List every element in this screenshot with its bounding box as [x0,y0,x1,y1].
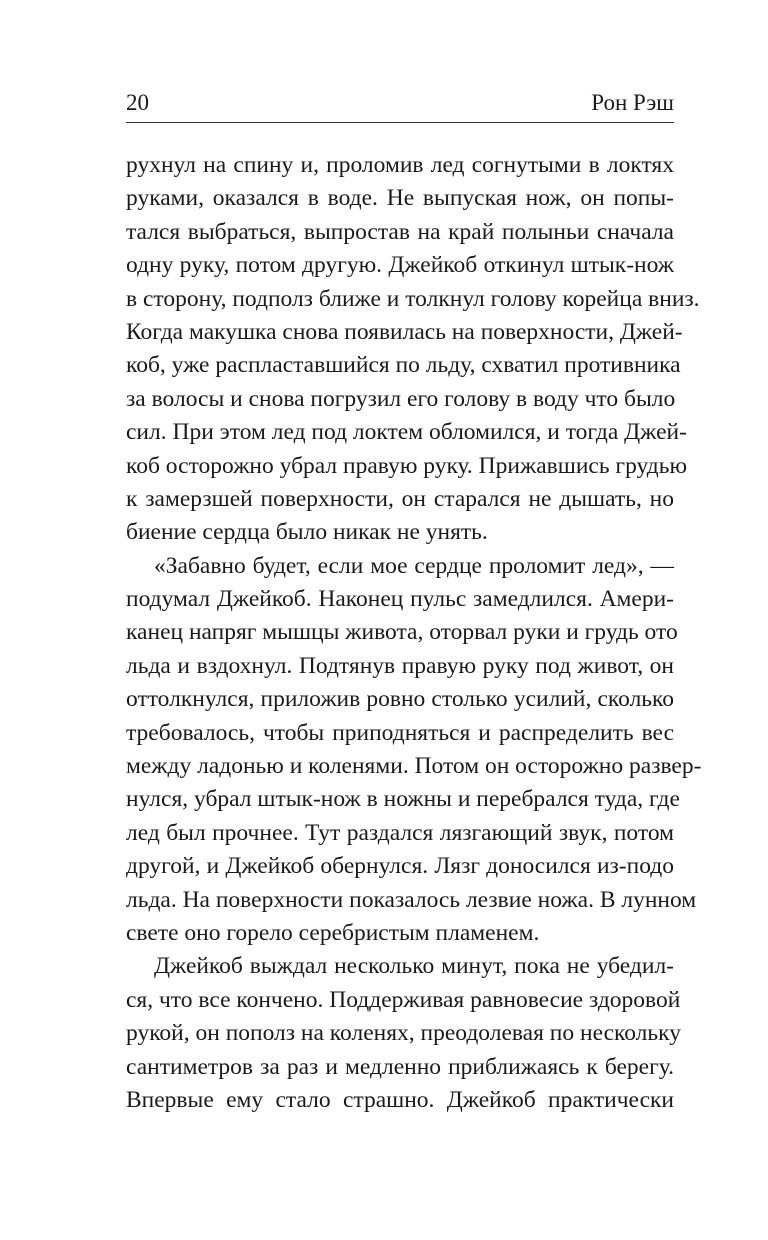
text-line: канец напряг мышцы живота, оторвал руки и грудь ото [126,619,678,646]
text-line: одну руку, потом другую. Джейкоб откинул штык-нож [126,252,674,279]
text-line: за волосы и снова погрузил его голову в воду что было [126,385,676,412]
running-header [126,86,674,123]
text-line: льда. На поверхности показалось лезвие ножа. В лунном [126,886,697,913]
text-line: подумал Джейкоб. Наконец пульс замедлился. Амери- [126,586,674,613]
text-line: сил. При этом лед под локтем обломился, и тогда Джей- [126,419,687,446]
text-line: другой, и Джейкоб обернулся. Лязг доносился из-подо [126,853,674,880]
text-line: лед был прочнее. Тут раздался лязгающий звук, потом [126,819,674,846]
paragraph [126,149,700,550]
text-line: рукой, он пополз на коленях, преодолевая по нескольку [126,1020,681,1047]
text-line: биение сердца было никак не унять. [126,519,488,546]
body-text [126,149,702,1117]
text-line: Джейкоб выждал несколько минут, пока не убедил- [154,953,674,980]
page-number: 20 [126,90,149,115]
text-line: требовалось, чтобы приподняться и распределить вес [126,719,674,746]
text-line: к замерзшей поверхности, он старался не дышать, но [126,485,674,512]
paragraph [126,950,681,1117]
text-line: рухнул на спину и, проломив лед согнутыми в локтях [126,152,674,178]
text-line: свете оно горело серебристым пламенем. [126,919,540,946]
text-line: коб, уже распластавшийся по льду, схватил противника [126,352,681,379]
paragraph [126,550,702,951]
text-line: между ладонью и коленями. Потом он осторожно развер- [126,753,702,780]
author-name: Рон Рэш [591,90,674,115]
text-line: льда и вздохнул. Подтянув правую руку под живот, он [126,652,674,679]
text-line: тался выбраться, выпростав на край полыньи сначала [126,218,674,245]
text-line: оттолкнулся, приложив ровно столько усилий, сколько [126,686,674,713]
text-line: «Забавно будет, если мое сердце проломит лед», — [154,552,674,579]
text-line: в сторону, подполз ближе и толкнул голову корейца вниз. [126,285,700,312]
text-line: коб осторожно убрал правую руку. Прижавшись грудью [126,452,688,479]
text-line: ся, что все кончено. Поддерживая равновесие здоровой [126,986,681,1013]
text-line: нулся, убрал штык-нож в ножны и перебрался туда, где [126,786,680,813]
text-line: руками, оказался в воде. Не выпуская нож, он попы- [126,185,674,212]
text-line: Когда макушка снова появилась на поверхности, Джей- [126,318,683,345]
text-line: Впервые ему стало страшно. Джейкоб практически [126,1086,674,1113]
text-line: сантиметров за раз и медленно приближаясь к берегу. [126,1053,674,1080]
